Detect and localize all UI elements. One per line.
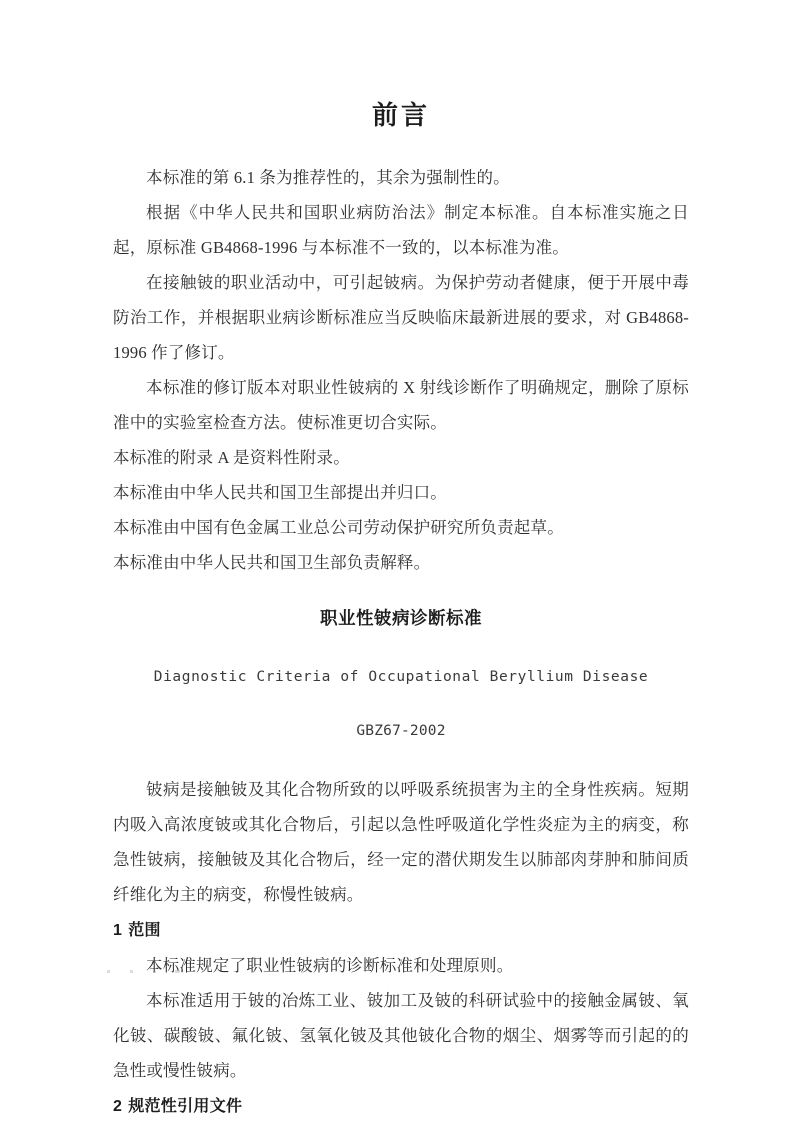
foreword-paragraph: 本标准的修订版本对职业性铍病的 X 射线诊断作了明确规定，删除了原标准中的实验室检查方法。使标准更切合实际。 xyxy=(113,378,689,432)
standard-title-chinese: 职业性铍病诊断标准 xyxy=(320,609,482,629)
page-title: 前言 xyxy=(371,101,430,131)
section-heading-label: 范围 xyxy=(128,920,161,939)
document-content-column xyxy=(113,0,689,1124)
section-heading-label: 规范性引用文件 xyxy=(128,1096,243,1115)
foreword-paragraph: 本标准的附录 A 是资料性附录。 xyxy=(113,448,350,467)
section-number: 2 xyxy=(113,1098,123,1115)
introduction-paragraph: 铍病是接触铍及其化合物所致的以呼吸系统损害为主的全身性疾病。短期内吸入高浓度铍或其化合物后，引起以急性呼吸道化学性炎症为主的病变，称急性铍病，接触铍及其化合物后，经一定的潜伏期发生以肺部肉芽肿和肺间质纤维化为主的病变，称慢性铍病。 xyxy=(113,780,689,904)
foreword-paragraph: 根据《中华人民共和国职业病防治法》制定本标准。自本标准实施之日起，原标准 GB4868-1996 与本标准不一致的，以本标准为准。 xyxy=(113,203,689,257)
standard-title-english: Diagnostic Criteria of Occupational Beryllium Disease xyxy=(153,669,649,685)
section-heading-scope xyxy=(113,912,689,948)
foreword-paragraph: 本标准的第 6.1 条为推荐性的，其余为强制性的。 xyxy=(146,168,510,187)
foreword-paragraph: 在接触铍的职业活动中，可引起铍病。为保护劳动者健康，便于开展中毒防治工作，并根据职业病诊断标准应当反映临床最新进展的要求，对 GB4868-1996 作了修订。 xyxy=(113,273,689,362)
foreword-paragraph: 本标准由中华人民共和国卫生部提出并归口。 xyxy=(113,483,447,502)
section-scope-body xyxy=(113,948,689,1088)
standard-code: GBZ67-2002 xyxy=(356,723,446,739)
foreword-section xyxy=(113,132,689,580)
section-number: 1 xyxy=(113,922,123,939)
section-paragraph: 本标准适用于铍的冶炼工业、铍加工及铍的科研试验中的接触金属铍、氧化铍、碳酸铍、氟化铍、氢氧化铍及其他铍化合物的烟尘、烟雾等而引起的的急性或慢性铍病。 xyxy=(113,991,689,1080)
foreword-paragraph: 本标准由中华人民共和国卫生部负责解释。 xyxy=(113,553,431,572)
foreword-paragraph: 本标准由中国有色金属工业总公司劳动保护研究所负责起草。 xyxy=(113,518,564,537)
section-paragraph: 本标准规定了职业性铍病的诊断标准和处理原则。 xyxy=(146,956,514,975)
standard-heading-block xyxy=(113,580,689,744)
section-heading-normative-references xyxy=(113,1088,689,1124)
introduction-section xyxy=(113,744,689,912)
